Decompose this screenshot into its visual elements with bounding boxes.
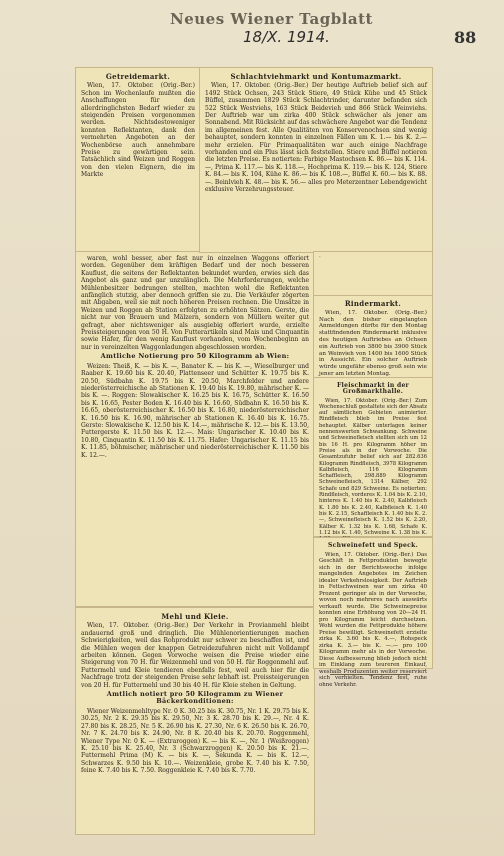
clipping-paragraph: Wien, 17. Oktober. (Orig.-Ber.) Nach den bisher eingelangten Anmeldungen dürfte für den Montag stattfindenden Rindermarkt inklusive des heutigen Auftriebes an Ochsen ein Auftrieb von 3800 bis 3900 Stück an Weinvieh von 1400 bis 1600 Stück in Aussicht. Ein solcher Auftrieb würde ungefähr ebenso groß sein wie jener am letzten Montag. bbox=[319, 309, 427, 377]
clipping-paragraph: Wien, 17. Oktober. (Orig.-Ber.) Schon im Wochenlaufe mußten die Anschaffungen für den allerdringlichsten Bedarf wieder zu steigenden Preisen vorgenommen werden. Nichtsdestoweniger konnten Reflektanten, dank den vermehrten Angeboten an der Wochenbörse auch annehmbare Preise zu gewärtigen sein. Tatsächlich sind Weizen und Roggen von den vielen Eignern, die im Markte bbox=[81, 82, 195, 179]
clipping-paragraph: waren, wohl besser, aber fast nur in einzelnen Waggons offeriert worden. Gegenüber dem kräftigen Bedarf und der noch besseren Kauflust, die seitens der Reflektanten bekundet wurden, erwies sich das Angebot als ganz und gar unzulänglich. Die Mehrforderungen, welche Mühlenbesitzer bedrungen stellten, machten wohl die Reflektanten anfänglich stutzig, aber dennoch griffen sie zu. Die Verkäufer zögerten mit Abgaben, weil sie mit noch höheren Preisen rechnen. Die Umsätze in Weizen und Roggen ab Station erfolgten zu erhöhten Sätzen. Gerste, die nicht nur von Brauern und Mälzern, sondern von Müllern weiter gut gefragt, aber nichtsweniger als ausgiebig offeriert wurde, erzielte Preissteigerungen von 50 H. Von Futterartikeln sind Mais und Cinquantin sowie Hafer, für den wenig Kauflust vorhanden, vom Wochenbeginn an nur in vereinzelten Waggonladungen abgeschlossen worden. bbox=[81, 255, 309, 351]
clipping-title: Getreidemarkt. bbox=[105, 72, 171, 81]
masthead: Neues Wiener Tagblatt bbox=[170, 10, 373, 28]
page-number: 88 bbox=[454, 28, 477, 47]
clipping-getreidemarkt-continued bbox=[76, 252, 314, 606]
clipping-paragraph: Wiener Weizenmehltype Nr. 0 K. 30.25 bis K. 30.75, Nr. 1 K. 29.75 bis K. 30.25, Nr. 2 K. 29.35 bis K. 29.50, Nr. 3 K. 28.70 bis K. 29.—, Nr. 4 K. 27.80 bis K. 28.25, Nr. 5 K. 26.90 bis K. 27.30, Nr. 6 K. 26.50 bis K. 26.70, Nr. 7 K. 24.70 bis K. 24.90, Nr. 8 K. 20.40 bis K. 20.70. Roggenmehl, Wiener Type Nr. 0 K. — (Extraroggen) K. — bis K. —, Nr. 1 (Weißroggen) K. 25.10 bis K. 25.40, Nr. 3 (Schwarzroggen) K. 20.50 bis K. 21.—. Futtermehl Prima (M) K. — bis K. —, Sekunda K. — bis K. 12.—, Schwarzes K. 9.50 bis K. 10.—. Weizenkleie, grobe K. 7.40 bis K. 7.50, feine K. 7.40 bis K. 7.50. Roggenkleie K. 7.40 bis K. 7.70. bbox=[81, 707, 309, 775]
clipping-mehl-und-kleie bbox=[76, 608, 314, 834]
clipping-paragraph: Wien, 17. Oktober. (Orig.-Ber.) Der Verkehr in Provianmehl bleibt andauernd groß und dringlich. Die Mühlenorientierungen machen Schwierigkeiten, weil das Rohprodukt nur schwer zu beschaffen ist, und die Mühlen wegen der knappen Getreidezufuhren nicht mit Volldampf arbeiten können. Gegen Vorwoche weisen die Preise wieder eine Steigerung von 70 H. für Weizenmehl und von 50 H. für Roggenmehl auf. Futtermehl und Kleie tendieren ebenfalls fest, weil auch hier für die Nachfrage trotz der steigenden Preise sehr lebhaft ist. Preissteigerungen von 20 H. für Futtermehl und 30 bis 40 H. für Kleie stehen in Geltung. bbox=[81, 622, 309, 689]
clipping-title: Schweinefett und Speck. bbox=[328, 542, 418, 549]
clipping-title: Rindermarkt. bbox=[344, 299, 402, 308]
handwritten-date: 18/X. 1914. bbox=[243, 28, 330, 46]
clipping-subheading: Amtliche Notierung pro 50 Kilogramm ab Wien: bbox=[100, 352, 290, 361]
clipping-fleischmarkt bbox=[314, 378, 432, 536]
clipping-paragraph: Wien, 17. Oktober. (Orig.-Ber.) Der heutige Auftrieb belief sich auf 1492 Stück Ochsen, 243 Stück Stiere, 49 Stück Kühe und 45 Stück Büffel, zusammen 1829 Stück Schlachtrinder, darunter befanden sich 522 Stück Westviehs, 163 Stück Beidevieh und 866 Stück Weinviehs. Der Auftrieb war um zirka 400 Stück schwächer als jener am Sonnabend. Mit Rücksicht auf das schwächere Angebot war die Tendenz im allgemeinen fest. Alle Qualitäten von Konservenochsen sind wenig behauptet, sondern konnten in einzelnen Fällen um K. 1.— bis K. 2.— mehr erzielen. Für Primaqualitäten war auch einige Nachfrage vorhanden und ein Plus lässt sich feststellen. Stiere und Büffel notieren die letzten Preise. Es notierten: Farbige Mastochsen K. 86.— bis K. 114.—, Prima K. 117.— bis K. 118.—, Hochprima K. 119.— bis K. 124, Stiere K. 84.— bis K. 104, Kühe K. 86.— bis K. 108.—, Büffel K. 60.— bis K. 88.—. Beinlvieh K. 48.— bis K. 56.— alles pro Meterzentner Lebendgewicht exklusive Verzehrungssteuer. bbox=[205, 82, 427, 194]
clipping-title: Mehl und Kleie. bbox=[161, 612, 229, 621]
clipping-paragraph: Weizen: Theiß, K. — bis K. —, Banater K. — bis K. —, Wieselburger und Raaber K. 19.60 bis K. 20.40, Plattenseer und Schütter K. 19.75 bis K. 20.50, Südbahn K. 19.75 bis K. 20.50, Marchfelder und andere niederösterreichische ab Stationen K. 19.40 bis K. 19.80, mährischer K. — bis K. —. Roggen: Slowakischer K. 16.25 bis K. 16.75, Schütter K. 16.50 bis K. 16.65, Pester Boden K. 16.40 bis K. 16.60, Südbahn K. 16.50 bis K. 16.65, oberösterreichischer K. 16.50 bis K. 16.80, niederösterreichischer K. 16.50 bis K. 16.90, mährischer ab Stationen K. 16.40 bis K. 16.75. Gerste: Slowakische K. 12.50 bis K. 14.—, mährische K. 12.— bis K. 13.50, Futtergerste K. 11.50 bis K. 12.—. Mais: Ungarischer K. 10.40 bis K. 10.80, Cinquantin K. 11.50 bis K. 11.75. Hafer: Ungarischer K. 11.15 bis K. 11.85, böhmischer, mährischer und niederösterreichischer K. 11.50 bis K. 12.—. bbox=[81, 362, 309, 459]
clipping-schlachtviehmarkt bbox=[200, 68, 432, 252]
clipping-title: Fleischmarkt in der Großmarkthalle. bbox=[336, 382, 410, 396]
clipping-subheading: Amtlich notiert pro 50 Kilogramm zu Wiener Bäckerkonditionen: bbox=[106, 690, 284, 706]
clipping-getreidemarkt bbox=[76, 68, 200, 252]
clipping-paragraph: Wien, 17. Oktober. (Orig.-Ber.) Zum Wochenschluß gestaltete sich der Absatz auf sämtlichen Gebieten animierter. Rindfleisch blieb im Preise fest behauptet. Kälber unterlagen keiner nennenswerten Schwankung. Schweine und Schweinefleisch stellten sich um 12 bis 16 H. pro Kilogramm höher im Preise als in der Vorwoche. Die Gesamtzufuhr belief sich auf 282.636 Kilogramm Rindfleisch, 3978 Kilogramm Kalbfleisch, 116 Kilogramm Schaffleisch, 298.889 Kilogramm Schweinefleisch, 1314 Kälber, 292 Schafe und 829 Schweine. Es notierten: Rindfleisch, vorderes K. 1.04 bis K. 2.10, hinteres K. 1.40 bis K. 2.40, Kalbfleisch K. 1.80 bis K. 2.40, Kalbfleisch K. 1.40 bis K. 2.15, Schaffleisch K. 1.40 bis K. 2.—, Schweinefleisch K. 1.52 bis K. 2.20, Kälber K. 1.32 bis K. 1.68, Schafe K. 1.12 bis K. 1.40, Schweine K. 1.38 bis K. bbox=[319, 397, 428, 536]
clipping-schlachtviehmarkt-continued bbox=[314, 252, 432, 296]
clipping-title: Schlachtviehmarkt und Kontumazmarkt. bbox=[230, 72, 402, 81]
clipping-schweinefett bbox=[314, 538, 432, 688]
clipping-rindermarkt bbox=[314, 296, 432, 378]
separator-rule bbox=[330, 674, 410, 675]
clipping-paragraph: Wien, 17. Oktober. (Orig.-Ber.) Das Geschäft in Fettprodukten bewegte sich in der Berichtswoche infolge mangelnden Angebotes im Zeichen idealer Verkehrslosigkeit. Der Auftrieb in Fettschweinen war um zirka 40 Prozent geringer als in der Vorwoche, wovon noch mehreres nach auswärts verkauft wurde. Die Schweinepreise konnten eine Erhöhung von 20—24 H. pro Kilogramm leicht durchsetzen. Wohl wurden die Fettprodukte höhere Preise bewilligt. Schweinefett erzielte zirka K. 3.60 bis K. 4.—, Rohspeck zirka K. 3.— bis K. —.— pro 100 Kilogramm mehr als in der Vorwoche. Diese Aufbesserung blieb jedoch nicht im Einklang zum teureren Einkauf, weshalb Produzenten weiter reserviert sich verhielten. Tendenz fest, ruhe ohne Verkehr. bbox=[319, 551, 427, 688]
clipping-paragraph: · bbox=[319, 255, 321, 261]
